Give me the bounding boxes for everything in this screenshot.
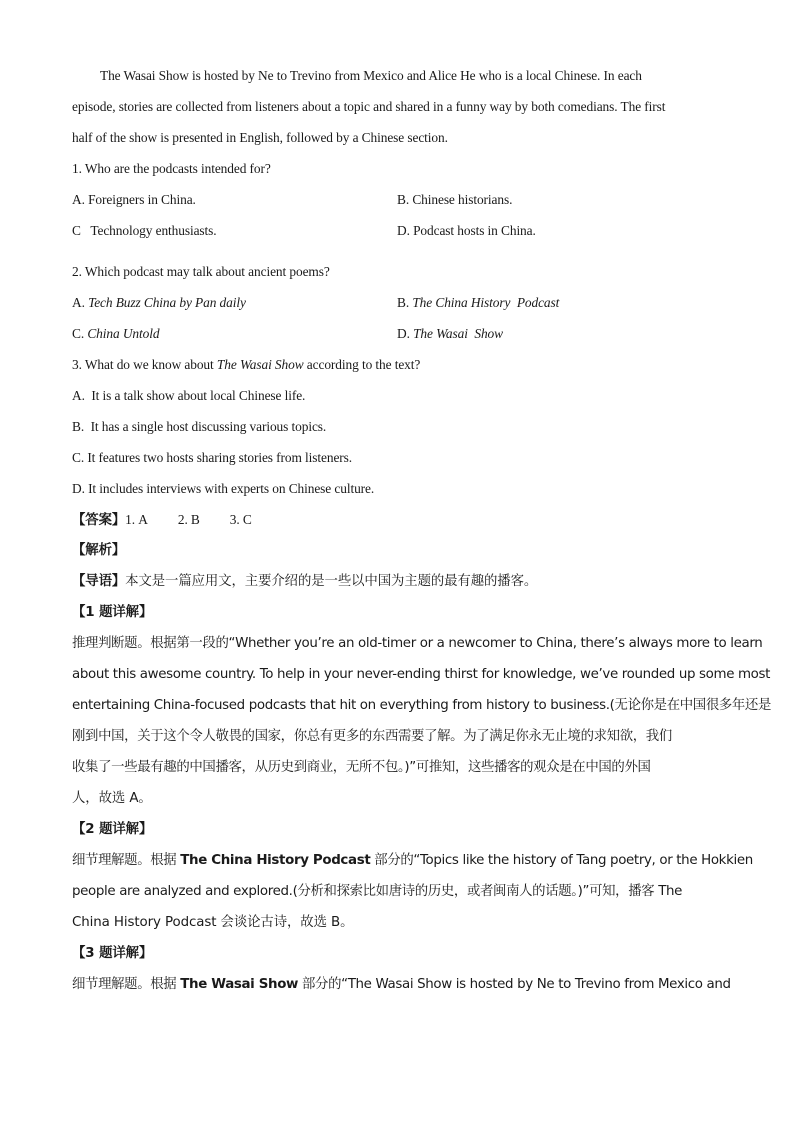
question-3-stem-suffix: according to the text?: [303, 357, 421, 372]
document-page: [72, 60, 772, 1000]
q1-detail-tag: 【1 题详解】: [72, 605, 153, 620]
option-d-text: The Wasai Show: [413, 326, 503, 341]
q1-detail-line-5: 收集了一些最有趣的中国播客，从历史到商业，无所不包。)”可推知，这些播客的观众是在中国的外国: [72, 760, 651, 775]
q2-line-1-suffix: 部分的“Topics like the history of Tang poetry, or the Hokkien: [370, 853, 753, 868]
option-c-prefix: C.: [72, 326, 88, 341]
question-3-option-c: C. It features two hosts sharing stories from listeners.: [72, 450, 353, 465]
question-1-option-c: C Technology enthusiasts.: [72, 223, 217, 238]
option-d-prefix: D.: [397, 326, 414, 341]
answer-2: 2. B: [177, 512, 200, 527]
answer-line: [72, 504, 722, 535]
question-2-option-d: [397, 318, 722, 349]
question-3-stem: [72, 349, 722, 380]
q1-detail-line-3: entertaining China-focused podcasts that hit on everything from history to business.(无论你是在中国很多年还是: [72, 698, 772, 713]
option-c-text: China Untold: [87, 326, 160, 341]
question-2-stem: 2. Which podcast may talk about ancient poems?: [72, 264, 330, 279]
q2-line-1-prefix: 细节理解题。根据: [72, 853, 181, 868]
passage-line-2: episode, stories are collected from listeners about a topic and shared in a funny way by both comedians. The first: [72, 99, 666, 114]
q1-detail-line-2: about this awesome country. To help in your never-ending thirst for knowledge, we’ve rounded up some most: [72, 667, 771, 682]
question-2-option-b: [397, 287, 722, 318]
question-3-option-d: D. It includes interviews with experts on Chinese culture.: [72, 481, 375, 496]
q3-line-1-suffix: 部分的“The Wasai Show is hosted by Ne to Trevino from Mexico and: [298, 977, 731, 992]
q1-detail-line-6: 人，故选 A。: [72, 791, 152, 806]
question-1-stem: 1. Who are the podcasts intended for?: [72, 161, 271, 176]
q1-detail-line-4: 刚到中国，关于这个令人敬畏的国家，你总有更多的东西需要了解。为了满足你永无止境的求知欲，我们: [72, 729, 672, 744]
q1-detail-line-1: 推理判断题。根据第一段的“Whether you’re an old-timer or a newcomer to China, there’s always more to learn: [72, 636, 763, 651]
answer-3: 3. C: [229, 512, 252, 527]
question-1-options-row-1: [72, 184, 722, 215]
question-1-option-a: A. Foreigners in China.: [72, 192, 196, 207]
option-a-prefix: A.: [72, 295, 89, 310]
q3-detail-tag: 【3 题详解】: [72, 946, 153, 961]
question-1-options-row-2: [72, 215, 722, 246]
q2-line-1-title: The China History Podcast: [180, 853, 371, 868]
question-3-stem-title: The Wasai Show: [216, 357, 304, 372]
passage-line-1: The Wasai Show is hosted by Ne to Trevino from Mexico and Alice He who is a local Chinese. In each: [100, 68, 642, 83]
q3-detail-line-1: [72, 969, 731, 1000]
option-b-prefix: B.: [397, 295, 413, 310]
passage-line-3: half of the show is presented in English, followed by a Chinese section.: [72, 130, 448, 145]
q2-detail-line-1: [72, 845, 753, 876]
q3-line-1-prefix: 细节理解题。根据: [72, 977, 181, 992]
option-a-text: Tech Buzz China by Pan daily: [88, 295, 246, 310]
answer-1: 1. A: [125, 512, 148, 527]
question-1-option-d: D. Podcast hosts in China.: [397, 223, 536, 238]
question-3-option-a: A. It is a talk show about local Chinese life.: [72, 388, 306, 403]
question-2-options-row-2: [72, 318, 722, 349]
intro-line: [72, 566, 722, 597]
answer-tag: 【答案】: [72, 513, 126, 528]
q3-line-1-title: The Wasai Show: [180, 977, 299, 992]
option-b-text: The China History Podcast: [412, 295, 560, 310]
question-2-option-a: [72, 287, 397, 318]
analysis-tag: 【解析】: [72, 543, 126, 558]
intro-tag: 【导语】: [72, 574, 126, 589]
question-2-options-row-1: [72, 287, 722, 318]
q2-detail-line-3: China History Podcast 会谈论古诗，故选 B。: [72, 915, 354, 930]
q2-detail-tag: 【2 题详解】: [72, 822, 153, 837]
intro-text: 本文是一篇应用文，主要介绍的是一些以中国为主题的最有趣的播客。: [125, 574, 538, 589]
question-2-option-c: [72, 318, 397, 349]
question-3-option-b: B. It has a single host discussing various topics.: [72, 419, 327, 434]
q2-detail-line-2: people are analyzed and explored.(分析和探索比如唐诗的历史，或者闽南人的话题。)”可知，播客 The: [72, 884, 683, 899]
question-3-stem-prefix: 3. What do we know about: [72, 357, 217, 372]
question-1-option-b: B. Chinese historians.: [397, 192, 513, 207]
